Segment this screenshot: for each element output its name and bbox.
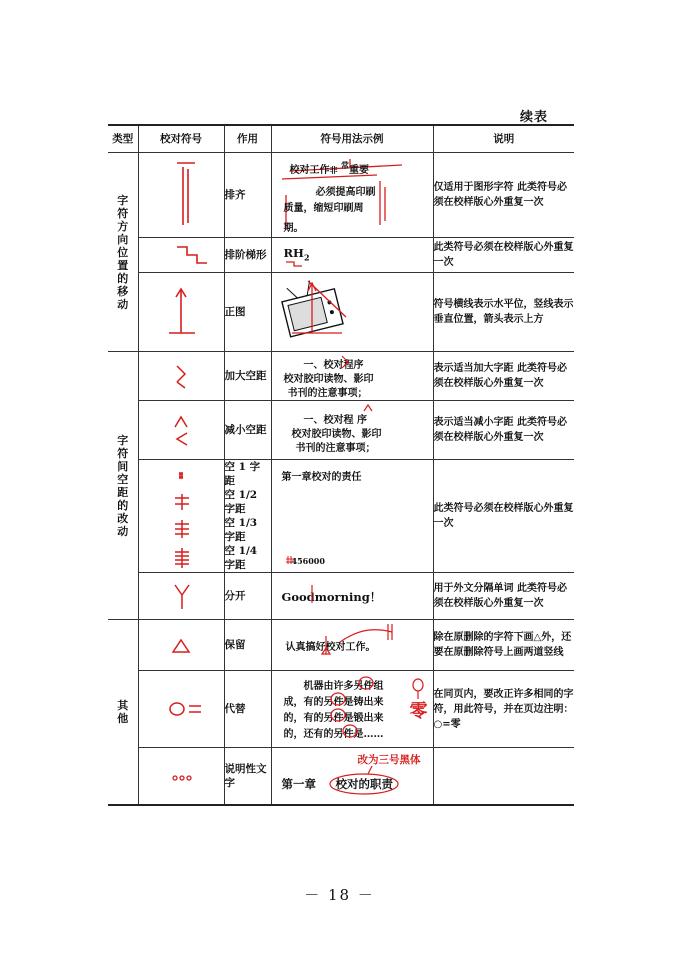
narrow-correction-marks [272, 401, 434, 459]
space-use-4: 空 1/4 字距 [224, 545, 258, 571]
table-row [108, 573, 574, 620]
space-marks-icon [139, 460, 225, 572]
space-use-2: 空 1/2 字距 [224, 489, 258, 515]
space-symbol [138, 460, 224, 573]
triangle-keep-icon [139, 620, 225, 670]
header-use: 作用 [224, 125, 271, 153]
table-row [108, 352, 574, 401]
explain-example: 改为三号黑体 第一章 校对的职责 [271, 748, 433, 806]
space-correction-marks [272, 460, 434, 572]
table-header-row [108, 125, 574, 153]
dotted-circle-mark-icon [139, 748, 225, 804]
header-type: 类型 [108, 125, 138, 153]
header-symbol: 校对符号 [138, 125, 224, 153]
space-example: 第一章校对的责任 456000 [271, 460, 433, 573]
split-note: 用于外文分隔单词 此类符号必须在校样版心外重复一次 [433, 573, 574, 620]
header-example: 符号用法示例 [271, 125, 433, 153]
keep-use: 保留 [224, 620, 271, 671]
step-symbol [138, 238, 224, 273]
explain-correction-marks [272, 748, 434, 804]
continued-label: 续表 [520, 110, 549, 125]
replace-margin-note: 零 [409, 701, 428, 722]
replace-formula: ○=零 [433, 718, 461, 730]
narrow-symbol [138, 401, 224, 460]
table-row [108, 460, 574, 573]
replace-symbol [138, 671, 224, 748]
table-row [108, 153, 574, 238]
step-correction-marks [272, 238, 434, 272]
category-move: 字符方向位置的移动 [108, 153, 138, 352]
widen-note: 表示适当加大字距 此类符号必须在校样版心外重复一次 [433, 352, 574, 401]
proofreading-symbol-table [108, 124, 574, 806]
split-use: 分开 [224, 573, 271, 620]
align-use: 排齐 [224, 153, 271, 238]
widen-symbol [138, 352, 224, 401]
upright-note: 符号横线表示水平位，竖线表示垂直位置，箭头表示上方 [433, 273, 574, 352]
widen-correction-marks [272, 352, 434, 400]
space-use-3: 空 1/3 字距 [224, 517, 258, 543]
split-mark-icon [139, 573, 225, 619]
table-row [108, 238, 574, 273]
step-example: $RH_2$ [271, 238, 433, 273]
table-row [108, 401, 574, 460]
category-spacing: 字符间空距的改动 [108, 352, 138, 620]
table-row [108, 748, 574, 806]
explain-use: 说明性文字 [224, 748, 271, 806]
table-row [108, 620, 574, 671]
replace-use: 代替 [224, 671, 271, 748]
upright-arrow-mark-icon [139, 273, 225, 351]
split-correction-marks [272, 573, 434, 619]
align-mark-icon [139, 153, 225, 237]
replace-note: 在同页内，要改正许多相同的字符，用此符号，并在页边注明： ○=零 [433, 671, 574, 748]
space-use [224, 460, 271, 573]
header-note: 说明 [433, 125, 574, 153]
table-row [108, 273, 574, 352]
step-note: 此类符号必须在校样版心外重复一次 [433, 238, 574, 273]
explain-red-note: 改为三号黑体 [357, 754, 421, 766]
keep-example: 认真搞好校对工作。 [271, 620, 433, 671]
category-other: 其他 [108, 620, 138, 806]
space-note: 此类符号必须在校样版心外重复一次 [433, 460, 574, 573]
tv-illustration [272, 273, 434, 351]
table-row [108, 671, 574, 748]
page-number: － 18 － [304, 886, 375, 904]
split-example: Goodmorning！ [271, 573, 433, 620]
upright-use: 正图 [224, 273, 271, 352]
replace-correction-marks [272, 671, 434, 747]
narrow-use: 减小空距 [224, 401, 271, 460]
space-use-1: 空 1 字距 [224, 461, 261, 487]
narrow-example: 一、校对程 序 校对胶印读物、影印 书刊的注意事项； [271, 401, 433, 460]
upright-symbol [138, 273, 224, 352]
align-example: 校对工作非 $^常$重要 必须提高印刷 质量，缩短印刷周 期。 [271, 153, 433, 238]
split-symbol [138, 573, 224, 620]
align-note: 仅适用于图形字符 此类符号必须在校样版心外重复一次 [433, 153, 574, 238]
explain-symbol [138, 748, 224, 806]
narrow-note: 表示适当减小字距 此类符号必须在校样版心外重复一次 [433, 401, 574, 460]
upright-example [271, 273, 433, 352]
align-symbol [138, 153, 224, 238]
keep-note: 除在原删除的字符下画△外，还要在原删除符号上画两道竖线 [433, 620, 574, 671]
explain-note [433, 748, 574, 806]
replace-mark-icon [139, 671, 225, 747]
step-use: 排阶梯形 [224, 238, 271, 273]
widen-example: 一、校对程序 校对胶印读物、影印 书刊的注意事项； [271, 352, 433, 401]
widen-use: 加大空距 [224, 352, 271, 401]
narrow-mark-icon [139, 401, 225, 459]
replace-example: 机器由许多另件组 成，有的另件是铸出来 的，有的另件是锻出来 的，还有的另件是…… 零 [271, 671, 433, 748]
keep-symbol [138, 620, 224, 671]
keep-correction-marks [272, 620, 434, 670]
widen-mark-icon [139, 352, 225, 400]
staircase-mark-icon [139, 238, 225, 272]
